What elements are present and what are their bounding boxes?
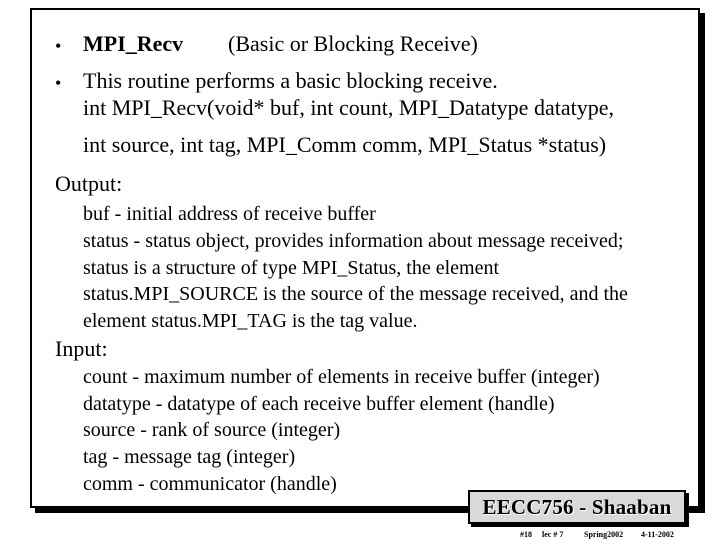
- input-line: source - rank of source (integer): [83, 419, 341, 441]
- lecture-number: lec # 7: [542, 530, 564, 539]
- output-line: status - status object, provides information about message received;: [83, 230, 624, 252]
- routine-summary: This routine performs a basic blocking receive.: [83, 68, 498, 93]
- input-line: count - maximum number of elements in receive buffer (integer): [83, 366, 600, 388]
- output-heading: Output:: [55, 171, 123, 196]
- course-label: EECC756 - Shaaban: [482, 494, 672, 519]
- signature-line-2: int source, int tag, MPI_Comm comm, MPI_Status *status): [83, 132, 607, 157]
- input-heading: Input:: [55, 336, 108, 361]
- input-line: tag - message tag (integer): [83, 446, 296, 468]
- term-label: Spring2002: [584, 530, 624, 539]
- bullet-marker: •: [55, 73, 62, 93]
- slide-number: #18: [520, 530, 532, 539]
- input-line: comm - communicator (handle): [83, 473, 337, 495]
- date-label: 4-11-2002: [641, 530, 674, 539]
- output-line: element status.MPI_TAG is the tag value.: [83, 310, 418, 332]
- course-label-box: [468, 490, 686, 524]
- signature-line-1: int MPI_Recv(void* buf, int count, MPI_Datatype datatype,: [83, 95, 614, 120]
- output-line: status is a structure of type MPI_Status, the element: [83, 257, 500, 279]
- output-line: status.MPI_SOURCE is the source of the message received, and the: [83, 283, 628, 305]
- function-name: MPI_Recv: [83, 31, 184, 56]
- function-description: (Basic or Blocking Receive): [228, 31, 478, 56]
- output-line: buf - initial address of receive buffer: [83, 203, 376, 225]
- bullet-marker: •: [55, 36, 62, 56]
- input-line: datatype - datatype of each receive buffer element (handle): [83, 393, 555, 415]
